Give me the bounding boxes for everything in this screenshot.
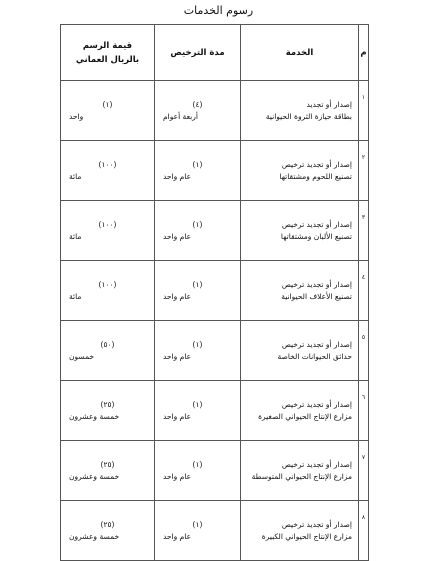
service-line1: إصدار أو تجديد ترخيص [281,339,352,349]
duration-cell [155,81,241,141]
row-number: ٥ [359,321,369,381]
fee-text: خمسون [69,351,95,361]
duration-text: عام واحد [163,231,192,241]
duration-text: عام واحد [163,351,192,361]
fee-number: (٥٠) [100,339,115,349]
service-line2: تصنيع الألبان ومشتقاتها [280,231,352,241]
service-line1: إصدار أو تجديد ترخيص [281,219,352,229]
fee-text: واحد [69,111,84,121]
fee-cell [61,201,155,261]
duration-number: (١) [192,519,203,529]
fee-text: خمسة وعشرون [69,531,120,541]
header-fee-line1: قيمة الرسم [82,40,133,51]
duration-text: أربعة أعوام [163,111,198,121]
page-title: رسوم الخدمات [183,4,254,17]
duration-cell [155,141,241,201]
fee-number: (٢٥) [100,519,115,529]
service-cell [241,141,359,201]
fee-text: خمسة وعشرون [69,411,120,421]
fee-cell [61,141,155,201]
fee-cell [61,81,155,141]
table-row [61,321,369,381]
fee-number: (١٠٠) [98,159,117,169]
table-row [61,261,369,321]
table-row [61,141,369,201]
row-number: ١ [359,81,369,141]
fee-number: (٢٥) [100,459,115,469]
service-line1: إصدار أو تجديد ترخيص [281,159,352,169]
table-row [61,81,369,141]
service-line2: مزارع الإنتاج الحيواني الصغيرة [258,411,352,421]
service-cell [241,321,359,381]
service-cell [241,501,359,561]
service-line1: إصدار أو تجديد ترخيص [281,459,352,469]
duration-number: (١) [192,219,203,229]
service-line2: حدائق الحيوانات الخاصة [277,351,352,361]
table-row [61,201,369,261]
service-cell [241,261,359,321]
service-line1: إصدار أو تجديد ترخيص [281,519,352,529]
header-row [61,25,369,81]
duration-text: عام واحد [163,171,192,181]
service-cell [241,81,359,141]
duration-text: عام واحد [163,471,192,481]
row-number: ٧ [359,441,369,501]
service-line1: إصدار أو تجديد ترخيص [281,399,352,409]
table-row [61,381,369,441]
fee-cell [61,261,155,321]
service-line1: إصدار أو تجديد ترخيص [281,279,352,289]
service-line2: بطاقة حيازة الثروة الحيوانية [265,111,352,121]
header-fee [61,25,155,81]
fees-table [60,24,369,561]
duration-cell [155,501,241,561]
header-fee-line2: بالريال العماني [75,54,140,65]
fee-number: (٢٥) [100,399,115,409]
service-cell [241,201,359,261]
service-line2: مزارع الإنتاج الحيواني الكبيرة [261,531,352,541]
header-service: الخدمة [241,25,359,81]
service-cell [241,381,359,441]
duration-number: (٤) [192,99,203,109]
row-number: ٨ [359,501,369,561]
header-num: م [359,25,369,81]
service-line2: مزارع الإنتاج الحيواني المتوسطة [251,471,352,481]
duration-number: (١) [192,159,203,169]
duration-number: (١) [192,339,203,349]
fee-cell [61,381,155,441]
row-number: ٣ [359,201,369,261]
duration-number: (١) [192,459,203,469]
fee-cell [61,321,155,381]
fee-text: خمسة وعشرون [69,471,120,481]
duration-cell [155,321,241,381]
duration-cell [155,201,241,261]
header-duration: مدة الترخيص [155,25,241,81]
duration-number: (١) [192,279,203,289]
fee-text: مائة [69,291,82,301]
fee-number: (١٠٠) [98,219,117,229]
service-line2: تصنيع الأعلاف الحيوانية [281,291,352,301]
row-number: ٦ [359,381,369,441]
duration-text: عام واحد [163,411,192,421]
fee-text: مائة [69,171,82,181]
service-line1: إصدار أو تجديد [306,99,352,109]
fee-text: مائة [69,231,82,241]
row-number: ٢ [359,141,369,201]
duration-cell [155,381,241,441]
duration-text: عام واحد [163,531,192,541]
table-row [61,501,369,561]
service-line2: تصنيع اللحوم ومشتقاتها [279,171,352,181]
duration-number: (١) [192,399,203,409]
fee-number: (١) [102,99,113,109]
fee-cell [61,501,155,561]
duration-cell [155,261,241,321]
fee-number: (١٠٠) [98,279,117,289]
row-number: ٤ [359,261,369,321]
duration-text: عام واحد [163,291,192,301]
